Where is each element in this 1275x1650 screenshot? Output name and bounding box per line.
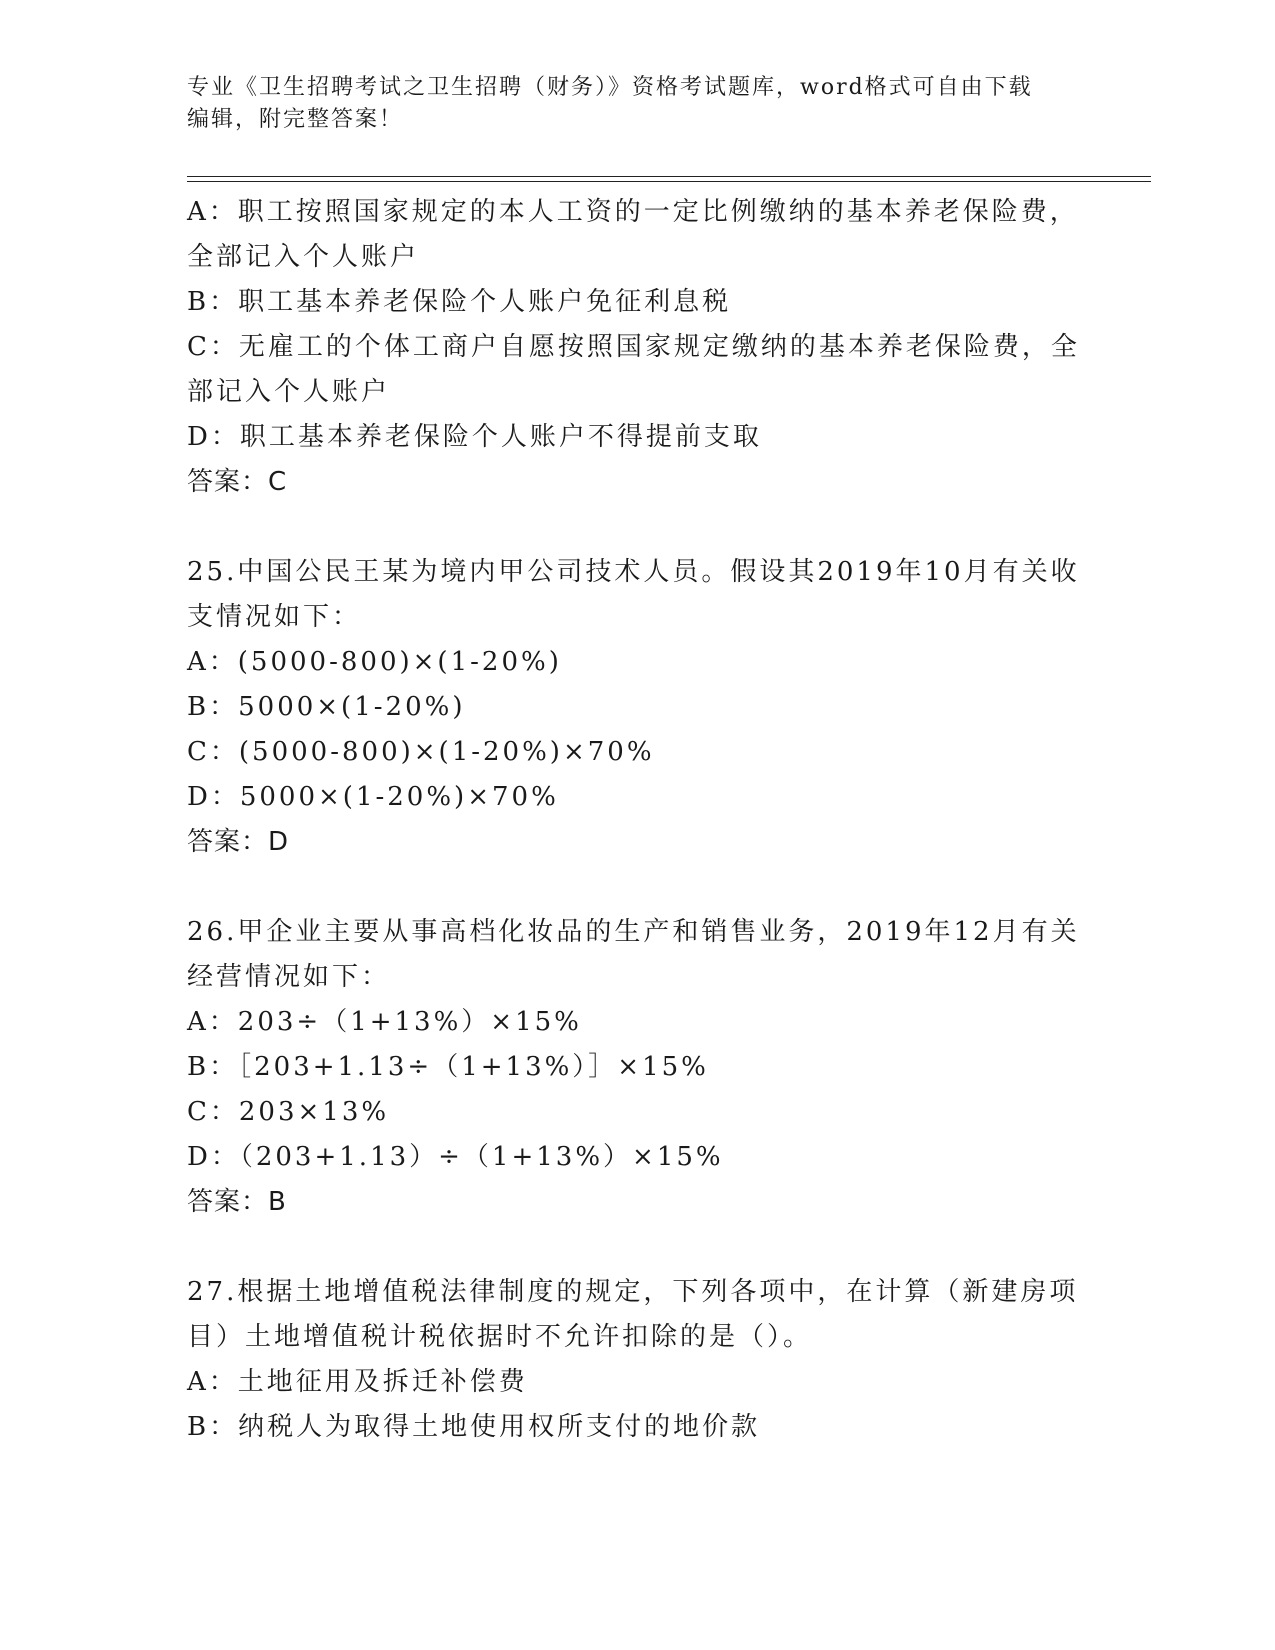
- q26-option-a: A：203÷（1+13%）×15%: [187, 1007, 582, 1037]
- header-line-2: 编辑，附完整答案！: [187, 107, 404, 132]
- question-content: [187, 190, 1087, 1450]
- question-24-block: [187, 190, 1087, 505]
- q26-stem-line-1: 26.甲企业主要从事高档化妆品的生产和销售业务，2019年12月有关: [187, 917, 1080, 947]
- q24-option-c-line-2: 部记入个人账户: [187, 377, 391, 407]
- spacer: [187, 505, 1087, 550]
- q26-stem-line-2: 经营情况如下：: [187, 962, 391, 992]
- q25-answer: 答案：D: [187, 827, 290, 857]
- q26-option-d: D：（203+1.13）÷（1+13%）×15%: [187, 1142, 724, 1172]
- q25-option-a: A：(5000-800)×(1-20%): [187, 647, 562, 677]
- header-line-1: 专业《卫生招聘考试之卫生招聘（财务）》资格考试题库，word格式可自由下载: [187, 75, 1033, 100]
- q26-answer: 答案：B: [187, 1187, 287, 1217]
- spacer: [187, 865, 1087, 910]
- q25-option-b: B：5000×(1-20%): [187, 692, 466, 722]
- q25-option-c: C：(5000-800)×(1-20%)×70%: [187, 737, 655, 767]
- question-27-block: [187, 1270, 1087, 1450]
- q24-option-c-line-1: C：无雇工的个体工商户自愿按照国家规定缴纳的基本养老保险费，全: [187, 332, 1080, 362]
- q26-option-b: B：［203+1.13÷（1+13%）］×15%: [187, 1052, 709, 1082]
- spacer: [187, 1225, 1087, 1270]
- q24-option-b: B：职工基本养老保险个人账户免征利息税: [187, 287, 732, 317]
- q27-stem-line-1: 27.根据土地增值税法律制度的规定，下列各项中，在计算（新建房项: [187, 1277, 1079, 1307]
- q25-stem-line-2: 支情况如下：: [187, 602, 362, 632]
- q25-stem-line-1: 25.中国公民王某为境内甲公司技术人员。假设其2019年10月有关收: [187, 557, 1080, 587]
- header-divider-top: [187, 176, 1151, 177]
- question-25-block: [187, 550, 1087, 865]
- q27-option-a: A：土地征用及拆迁补偿费: [187, 1367, 528, 1397]
- q24-option-d: D：职工基本养老保险个人账户不得提前支取: [187, 422, 762, 452]
- document-header: [187, 72, 1067, 136]
- question-26-block: [187, 910, 1087, 1225]
- q26-option-c: C：203×13%: [187, 1097, 390, 1127]
- q24-option-a-line-2: 全部记入个人账户: [187, 242, 420, 272]
- q27-option-b: B：纳税人为取得土地使用权所支付的地价款: [187, 1412, 761, 1442]
- q25-option-d: D：5000×(1-20%)×70%: [187, 782, 559, 812]
- q24-answer: 答案：C: [187, 467, 288, 497]
- q27-stem-line-2: 目）土地增值税计税依据时不允许扣除的是（）。: [187, 1322, 813, 1352]
- q24-option-a-line-1: A：职工按照国家规定的本人工资的一定比例缴纳的基本养老保险费，: [187, 197, 1079, 227]
- header-divider-bottom: [187, 181, 1151, 182]
